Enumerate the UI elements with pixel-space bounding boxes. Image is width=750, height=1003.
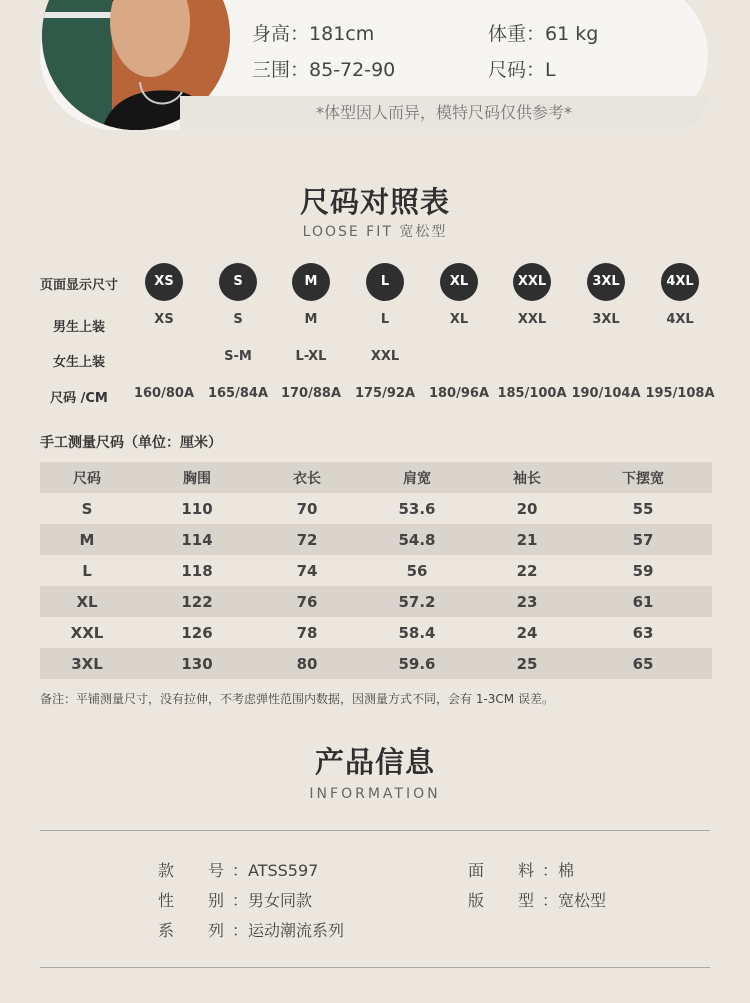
- row-label-display-size: 页面显示尺寸: [39, 278, 118, 293]
- table-cell: 61: [632, 592, 654, 611]
- men-size: M: [304, 312, 318, 327]
- men-size: XXL: [517, 312, 547, 327]
- cm-size: 170/88A: [280, 386, 342, 401]
- table-cell: 74: [296, 561, 318, 580]
- model-weight: 体重：61 kg: [488, 23, 599, 45]
- row-label-men: 男生上装: [52, 320, 105, 335]
- table-cell: 126: [181, 623, 213, 642]
- size-badge: 4XL: [661, 263, 699, 301]
- product-info-subtitle: INFORMATION: [309, 786, 441, 802]
- table-cell: 80: [296, 654, 318, 673]
- cm-size: 175/92A: [354, 386, 416, 401]
- divider-bottom: [40, 967, 710, 968]
- table-row: [40, 648, 712, 679]
- table-cell: 59.6: [398, 654, 436, 673]
- table-row: [40, 493, 712, 524]
- table-cell: 114: [181, 530, 213, 549]
- cm-size: 160/80A: [133, 386, 195, 401]
- table-row: [40, 586, 712, 617]
- table-cell: 55: [632, 499, 654, 518]
- cm-size: 185/100A: [497, 386, 567, 401]
- table-cell: XXL: [70, 623, 104, 642]
- men-size: 4XL: [666, 312, 694, 327]
- info-gender: 性别 ：男女同款: [158, 891, 313, 910]
- table-cell: XL: [76, 592, 98, 611]
- table-cell: 110: [181, 499, 213, 518]
- info-fabric: 面料 ：棉: [468, 861, 575, 880]
- size-chart-title: 尺码对照表: [299, 185, 450, 219]
- table-cell: S: [81, 499, 93, 518]
- header-hem: 下摆宽: [622, 470, 664, 487]
- table-cell: 25: [516, 654, 538, 673]
- table-row: [40, 617, 712, 648]
- women-size: S-M: [224, 349, 252, 364]
- size-badge: M: [292, 263, 330, 301]
- table-cell: 63: [632, 623, 654, 642]
- row-label-women: 女生上装: [52, 355, 105, 370]
- header-chest: 胸围: [183, 470, 211, 487]
- measure-remark: 备注：平铺测量尺寸，没有拉伸，不考虑弹性范围内数据，因测量方式不同，会有 1-3CM 误差。: [40, 692, 554, 706]
- header-shoulder: 肩宽: [403, 470, 431, 487]
- table-cell: 58.4: [398, 623, 436, 642]
- table-cell: M: [79, 530, 95, 549]
- men-size: XL: [449, 312, 469, 327]
- men-size: 3XL: [592, 312, 620, 327]
- men-size: L: [380, 312, 390, 327]
- table-cell: 24: [516, 623, 538, 642]
- table-cell: 22: [516, 561, 538, 580]
- table-cell: 78: [296, 623, 318, 642]
- women-size: XXL: [370, 349, 400, 364]
- row-label-cm: 尺码 /CM: [50, 391, 108, 406]
- table-cell: 23: [516, 592, 538, 611]
- table-cell: 57: [632, 530, 654, 549]
- model-size-note: *体型因人而异，模特尺码仅供参考*: [180, 96, 708, 130]
- table-cell: 59: [632, 561, 654, 580]
- product-info-title: 产品信息: [314, 745, 435, 779]
- model-height: 身高：181cm: [252, 23, 375, 45]
- size-badge: S: [219, 263, 257, 301]
- model-measurements: 三围：85-72-90: [252, 59, 396, 81]
- table-cell: 65: [632, 654, 654, 673]
- table-cell: 76: [296, 592, 318, 611]
- cm-size: 195/108A: [645, 386, 715, 401]
- men-size: S: [233, 312, 243, 327]
- table-cell: 20: [516, 499, 538, 518]
- men-size: XS: [154, 312, 174, 327]
- divider-top: [40, 830, 710, 831]
- measure-table-caption: 手工测量尺码（单位：厘米）: [40, 435, 222, 451]
- header-size: 尺码: [73, 470, 101, 487]
- table-cell: 56: [406, 561, 428, 580]
- table-cell: L: [82, 561, 92, 580]
- table-cell: 3XL: [71, 654, 103, 673]
- size-badge: XL: [440, 263, 478, 301]
- table-row: [40, 524, 712, 555]
- table-cell: 54.8: [398, 530, 436, 549]
- size-badge: XXL: [513, 263, 551, 301]
- table-cell: 118: [181, 561, 213, 580]
- cm-size: 190/104A: [571, 386, 641, 401]
- header-sleeve: 袖长: [513, 470, 541, 487]
- info-style-no: 款号 ：ATSS597: [158, 861, 319, 880]
- size-badge: XS: [145, 263, 183, 301]
- table-cell: 122: [181, 592, 213, 611]
- women-size: L-XL: [295, 349, 327, 364]
- size-badge: L: [366, 263, 404, 301]
- table-cell: 70: [296, 499, 318, 518]
- model-size: 尺码：L: [488, 59, 556, 81]
- table-row: [40, 555, 712, 586]
- table-cell: 72: [296, 530, 318, 549]
- table-cell: 130: [181, 654, 213, 673]
- cm-size: 165/84A: [207, 386, 269, 401]
- size-badge: 3XL: [587, 263, 625, 301]
- table-cell: 53.6: [398, 499, 436, 518]
- cm-size: 180/96A: [428, 386, 490, 401]
- header-length: 衣长: [293, 470, 321, 487]
- table-header-row: [40, 462, 712, 493]
- table-cell: 57.2: [398, 592, 436, 611]
- size-chart-subtitle: LOOSE FIT 宽松型: [302, 224, 448, 240]
- table-cell: 21: [516, 530, 538, 549]
- info-series: 系列 ：运动潮流系列: [158, 921, 345, 940]
- measure-table: [40, 462, 712, 679]
- info-fit: 版型 ：宽松型: [468, 891, 607, 910]
